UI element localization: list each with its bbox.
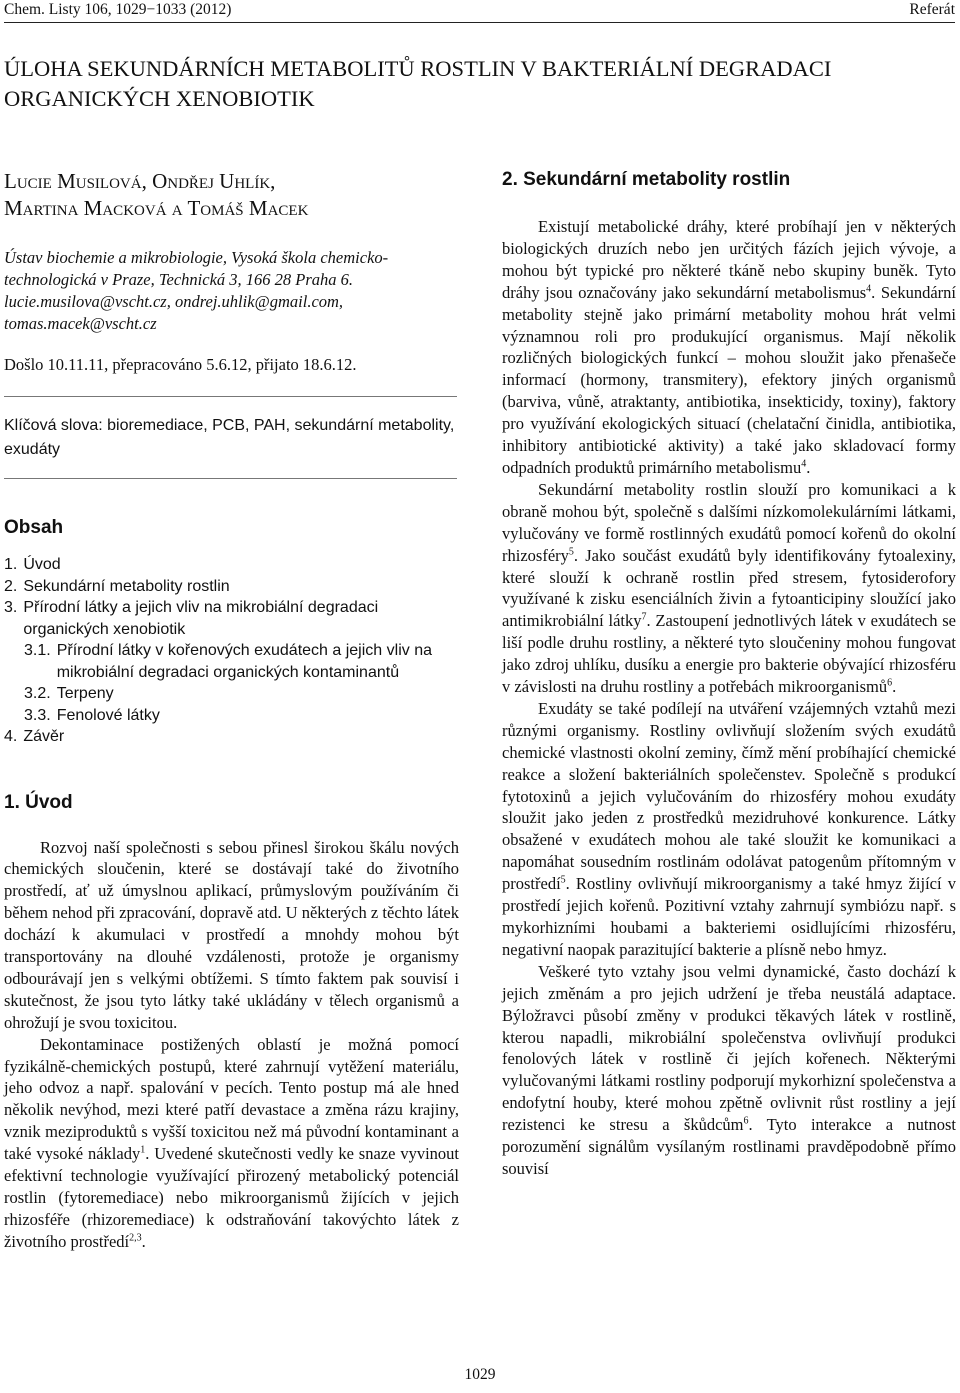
divider [4,478,457,479]
citation-ref: 2,3 [129,1232,142,1244]
text-run: Existují metabolické dráhy, které probíhají jen v některých biologických druzích nebo jen určitých fázích jejich vývoje, a mohou být typické pro některé tkáně nebo skupiny buněk. Tyto dráhy jsou označovány jako sekundární metabolismus [502,217,956,302]
section-heading-intro: 1. Úvod [4,791,73,813]
toc-item [4,554,459,576]
journal-citation: Chem. Listy 106, 1029−1033 (2012) [4,1,232,18]
toc-number: 1. [4,556,18,573]
text-run: . Jako součást exudátů byly identifikovány fytoalexiny, které slouží k ochraně rostlin před stresem, fytosiderofory využívané k zisku esenciálních živin a fytoanticipiny sloužící jako antimikrobiální látky [502,545,956,631]
toc-label: Sekundární metabolity rostlin [23,577,230,595]
affiliation-line: tomas.macek@vscht.cz [4,314,157,333]
text-run: . [892,677,897,697]
toc-subitem [4,683,459,705]
toc-item [4,597,459,640]
table-of-contents [4,554,459,748]
intro-paragraph-2 [4,1034,459,1253]
citation-ref: 5 [568,546,574,558]
text-run: . Zastoupení jednotlivých látek v exudátech se liší podle druhu rostliny, a některé tyto sloučeniny mohou fungovat jako zdroj uhlíku, dusíku a energie pro bakterie obývající rhizosféru v závislosti na druhu rostliny a potřebách mikroorganismů [502,611,956,697]
text-run: Dekontaminace postižených oblastí je možná pomocí fyzikálně-chemických postupů, které zahrnují vytěžení materiálu, jeho odvoz a např. spalování v pecích. Tento postup má ale hned několik nevýhod, mezi které patří devastace a změna rázu krajiny, vznik meziproduktů s vyšší toxicitou než má původní kontaminant a také vysoké náklady [4,1034,459,1164]
text-run: . [141,1231,146,1251]
toc-number: 2. [4,577,18,595]
toc-title: Obsah [4,517,64,538]
affiliation-line: lucie.musilova@vscht.cz, ondrej.uhlik@gmail.com, [4,292,344,311]
right-column [502,168,956,1180]
section2-paragraph-1 [502,216,956,479]
section2-paragraph-2 [502,479,956,698]
toc-subitem [4,705,459,727]
intro-paragraph-1: Rozvoj naší společnosti s sebou přinesl širokou škálu nových chemických sloučenin, které se dostávají také do životního prostředí, ať už úmyslnou aplikací, průmyslovým používáním či během nehod při zpracování, dopravě atd. U některých z těchto látek dochází k akumulaci v prostředí a mnohdy mohou být transportovány na dlouhé vzdálenosti, protože je organismy odbourávají jen s velkými obtížemi. S tímto faktem pak souvisí i skutečnost, že jsou tyto látky také ukládány v tělech organismů a ohrožují je svou toxicitou. [4,837,459,1032]
toc-number: 3. [4,599,18,616]
citation-ref: 1 [140,1144,146,1156]
toc-label: Fenolové látky [56,706,160,724]
author-line-2: Martina Macková a Tomáš Macek [4,196,309,220]
toc-label: Závěr [23,728,65,745]
toc-item [4,576,459,598]
section2-paragraph-3 [502,698,956,961]
toc-label: Přírodní látky v kořenových exudátech a jejich vliv na mikrobiální degradaci organických kontaminantů [56,642,432,681]
section2-body [502,216,956,1180]
section2-paragraph-4 [502,961,956,1180]
citation-ref: 4 [801,458,807,470]
article-type: Referát [909,1,955,18]
text-run: . Tyto interakce a nutnost porozumění signálům vysílaným rostlinami pravděpodobně přímo souvisí [502,1115,956,1178]
citation-ref: 6 [887,677,893,689]
submission-dates: Došlo 10.11.11, přepracováno 5.6.12, přijato 18.6.12. [4,355,357,374]
citation-ref: 5 [560,874,566,886]
left-column [4,168,459,1253]
toc-number: 4. [4,728,18,745]
affiliation-line: Ústav biochemie a mikrobiologie, Vysoká škola chemicko- [4,248,389,267]
affiliation [4,247,459,335]
toc-item [4,726,459,748]
toc-number: 3.3. [24,706,51,724]
toc-label: Úvod [23,556,61,573]
page-number: 1029 [464,1366,496,1383]
keywords: Klíčová slova: bioremediace, PCB, PAH, sekundární metabolity, exudáty [4,417,455,458]
article-title: ÚLOHA SEKUNDÁRNÍCH METABOLITŮ ROSTLIN V BAKTERIÁLNÍ DEGRADACI ORGANICKÝCH XENOBIOTIK [4,56,832,111]
running-head [4,0,955,23]
citation-ref: 4 [866,283,872,295]
text-run: Sekundární metabolity rostlin slouží pro komunikaci a k obraně mohou být, společně s dalšími nízkomolekulárními látkami, vylučovány ve formě rostlinných exudátů pomocí kořenů do okolní rhizosféry [502,479,956,565]
toc-subitem [4,640,459,683]
affiliation-line: technologická v Praze, Technická 3, 166 28 Praha 6. [4,270,354,289]
toc-number: 3.1. [24,642,51,659]
toc-label: Terpeny [56,685,114,702]
toc-label: Přírodní látky a jejich vliv na mikrobiální degradaci organických xenobiotik [23,599,379,638]
citation-ref: 7 [641,611,647,623]
section-heading-metabolites: 2. Sekundární metabolity rostlin [502,169,791,190]
text-run: . [806,457,811,477]
author-list [4,168,459,222]
text-run: Exudáty se také podílejí na utváření vzájemných vztahů mezi různými organismy. Rostliny ovlivňují složením svých exudátů chemické vlastnosti okolní zeminy, čímž mění probíhající chemické reakce a složení bakteriálních společenstev. Společně s produkcí fytotoxinů a jejich vylučováním do rhizosféry mohou exudáty sloužit jako jeden z prostředků mezidruhové konkurence. Látky obsažené v exudátech mohou ale také sloužit ke komunikaci a napomáhat sousedním rostlinám odolávat patogenům přítomným v prostředí [502,698,956,894]
text-run: . Sekundární metabolity stejně jako primární metabolity mohou hrát velmi významnou roli pro produkující organismus. Mají několik rozličných biologických funkcí – mohou sloužit jako přenašeče informací (hormony, transmitery), efektory jiných organismů (barviva, vůně, atraktanty, antibiotika, insekticidy, toxiny), faktory pro využívání ekologických situací (chelatační činidla, antibiotika, inhibitory antibiotické aktivity) a také jako skladovací formy odpadních produktů primárního metabolismu [502,282,956,477]
citation-ref: 6 [743,1115,749,1127]
text-run: . Uvedené skutečnosti vedly ke snaze vyvinout efektivní technologie využívající přirozený metabolický potenciál rostlin (fytoremediace) nebo mikroorganismů žijících v jejich rhizosféře (rhizoremediace) k odstraňování takovýchto látek z životního prostředí [4,1144,459,1251]
text-run: Veškeré tyto vztahy jsou velmi dynamické, často dochází k jejich změnám a pro jejich udržení je třeba neustálá adaptace. Býložravci působí změny v produkci těkavých látek v rostlině, kterou napadli, mikrobiální společenstva ovlivňují produkci fenolových látek v rostlině či jejích kořenech. Některými vylučovanými látkami rostliny podporují mykorhizní společenstva a endofytní houby, které mohou zpětně ovlivnit růst rostliny a její rezistenci ke stresu a škůdcům [502,961,956,1135]
intro-body [4,837,459,1253]
author-line-1: Lucie Musilová, Ondřej Uhlík, [4,169,276,193]
toc-number: 3.2. [24,685,51,702]
text-run: . Rostliny ovlivňují mikroorganismy a také hmyz žijící v prostředí jejich kořenů. Pozitivní vztahy zahrnují symbiózu např. s mykorhizními houbami a bakteriemi osidlujícími rhizosféru, negativní naopak parazitující bakterie a plísně nebo hmyz. [502,874,956,959]
